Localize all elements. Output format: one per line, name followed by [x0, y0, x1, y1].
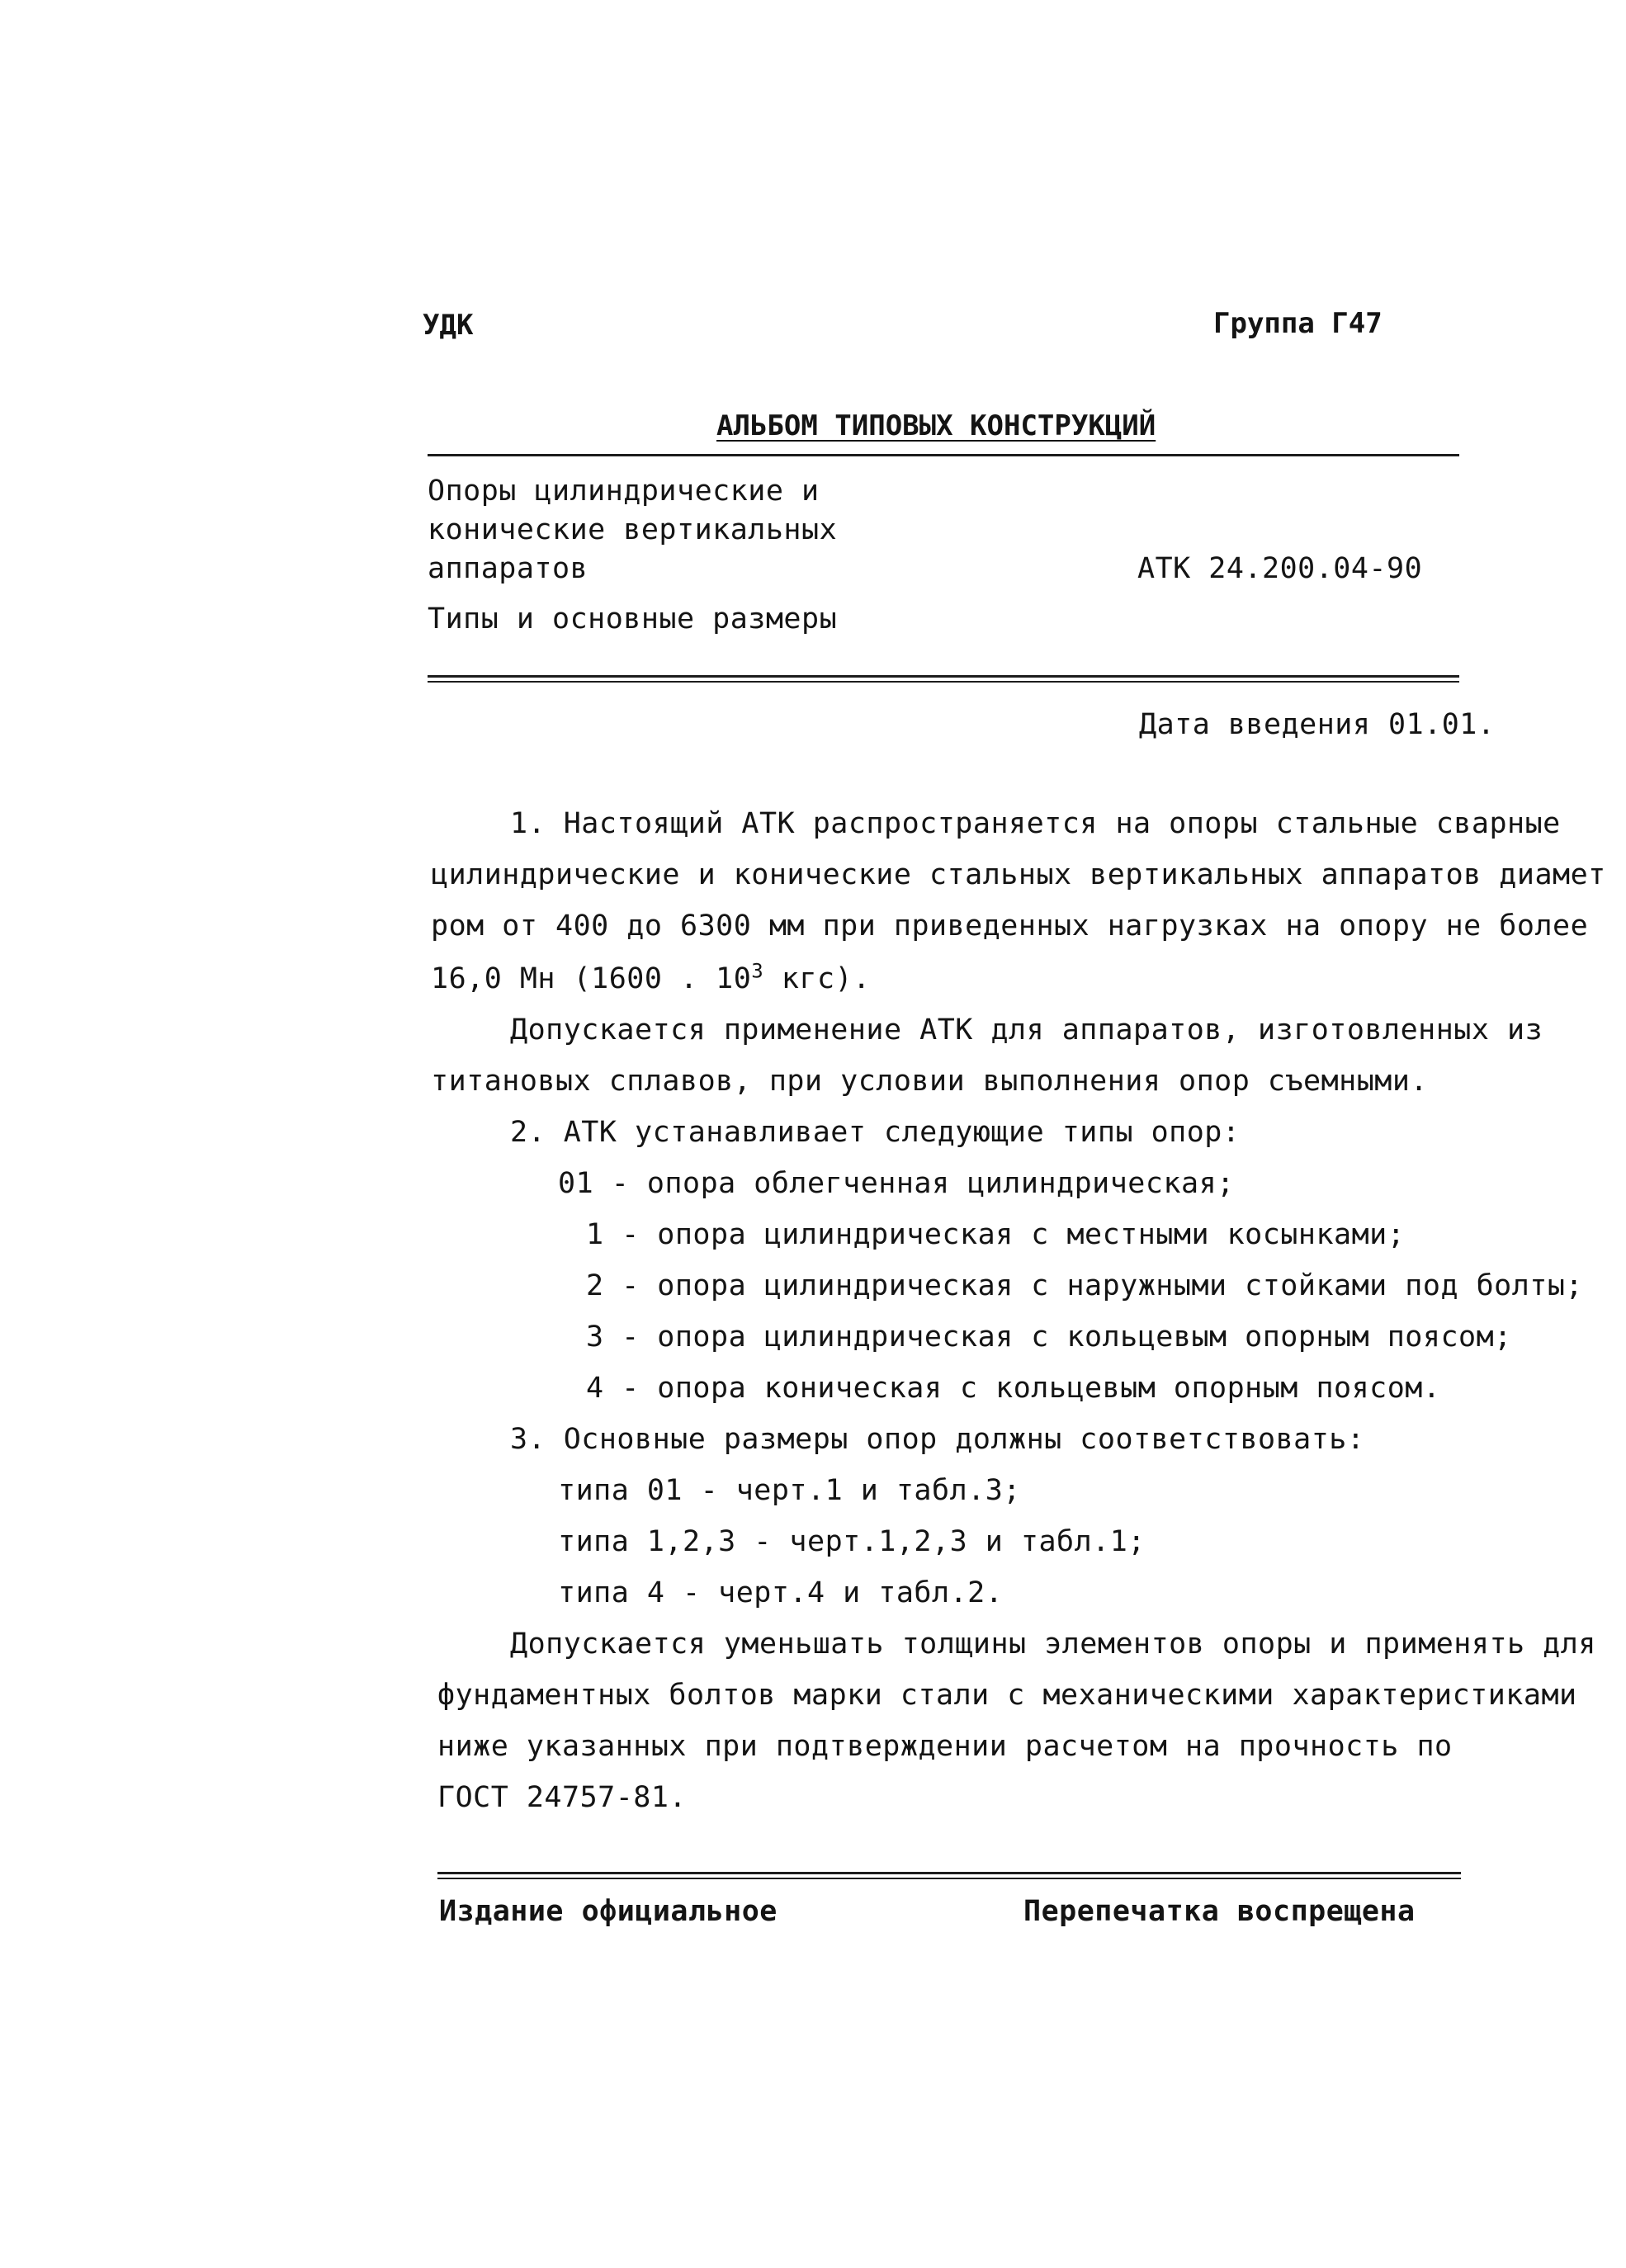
footer-rule-1 — [437, 1872, 1461, 1874]
p1-line-2: цилиндрические и конические стальных вертикальных аппаратов диамет — [431, 858, 1606, 891]
group-label: Группа Г47 — [1213, 307, 1383, 340]
p3-line-4: ГОСТ 24757-81. — [437, 1781, 688, 1814]
p2-line-1: Допускается применение АТК для аппаратов, изготовленных из — [510, 1014, 1543, 1047]
doc-name-line-1: Опоры цилиндрические и — [428, 475, 820, 508]
type-3: 3 - опора цилиндрическая с кольцевым опорным поясом; — [586, 1321, 1512, 1354]
doc-name-line-2: конические вертикальных — [428, 513, 838, 546]
album-title: АЛЬБОМ ТИПОВЫХ КОНСТРУКЦИЙ — [716, 409, 1156, 442]
footer-rule-2 — [437, 1878, 1461, 1879]
doc-code: АТК 24.200.04-90 — [1137, 552, 1423, 585]
doc-name-line-3: аппаратов — [428, 552, 588, 585]
item3-line-3: типа 4 - черт.4 и табл.2. — [558, 1576, 1004, 1609]
p2-line-2: титановых сплавов, при условии выполнения опор съемными. — [431, 1065, 1429, 1098]
p1-line-4 — [431, 959, 871, 995]
footer-official: Издание официальное — [439, 1895, 778, 1928]
type-01: 01 - опора облегченная цилиндрическая; — [558, 1167, 1235, 1200]
p3-line-2: фундаментных болтов марки стали с механическими характеристиками — [437, 1679, 1577, 1712]
type-1: 1 - опора цилиндрическая с местными косынками; — [586, 1218, 1406, 1251]
p3-line-3: ниже указанных при подтверждении расчетом на прочность по — [437, 1730, 1453, 1763]
title-rule-bottom-1 — [428, 675, 1459, 678]
type-4: 4 - опора коническая с кольцевым опорным поясом. — [586, 1372, 1441, 1405]
p1-line-1: 1. Настоящий АТК распространяется на опоры стальные сварные — [510, 807, 1561, 840]
udk-label: УДК — [423, 309, 474, 342]
doc-subtitle: Типы и основные размеры — [428, 602, 838, 636]
footer-reprint: Перепечатка воспрещена — [1023, 1895, 1416, 1928]
item3-line-2: типа 1,2,3 - черт.1,2,3 и табл.1; — [558, 1525, 1146, 1558]
p1-line-3: ром от 400 до 6300 мм при приведенных нагрузках на опору не более — [431, 910, 1589, 943]
p1-exponent: 3 — [751, 959, 764, 983]
item3-line-1: типа 01 - черт.1 и табл.3; — [558, 1474, 1021, 1507]
intro-date: Дата введения 01.01. — [1139, 708, 1496, 741]
p1-line-4-end: кгс). — [763, 962, 871, 995]
title-rule-top — [428, 454, 1459, 456]
p3-line-1: Допускается уменьшать толщины элементов опоры и применять для — [510, 1628, 1596, 1661]
title-rule-bottom-2 — [428, 681, 1459, 683]
type-2: 2 - опора цилиндрическая с наружными стойками под болты; — [586, 1269, 1584, 1302]
item2-lead: 2. АТК устанавливает следующие типы опор: — [510, 1116, 1241, 1149]
item3-lead: 3. Основные размеры опор должны соответствовать: — [510, 1423, 1365, 1456]
p1-line-4-text: 16,0 Мн (1600 . 10 — [431, 962, 752, 995]
